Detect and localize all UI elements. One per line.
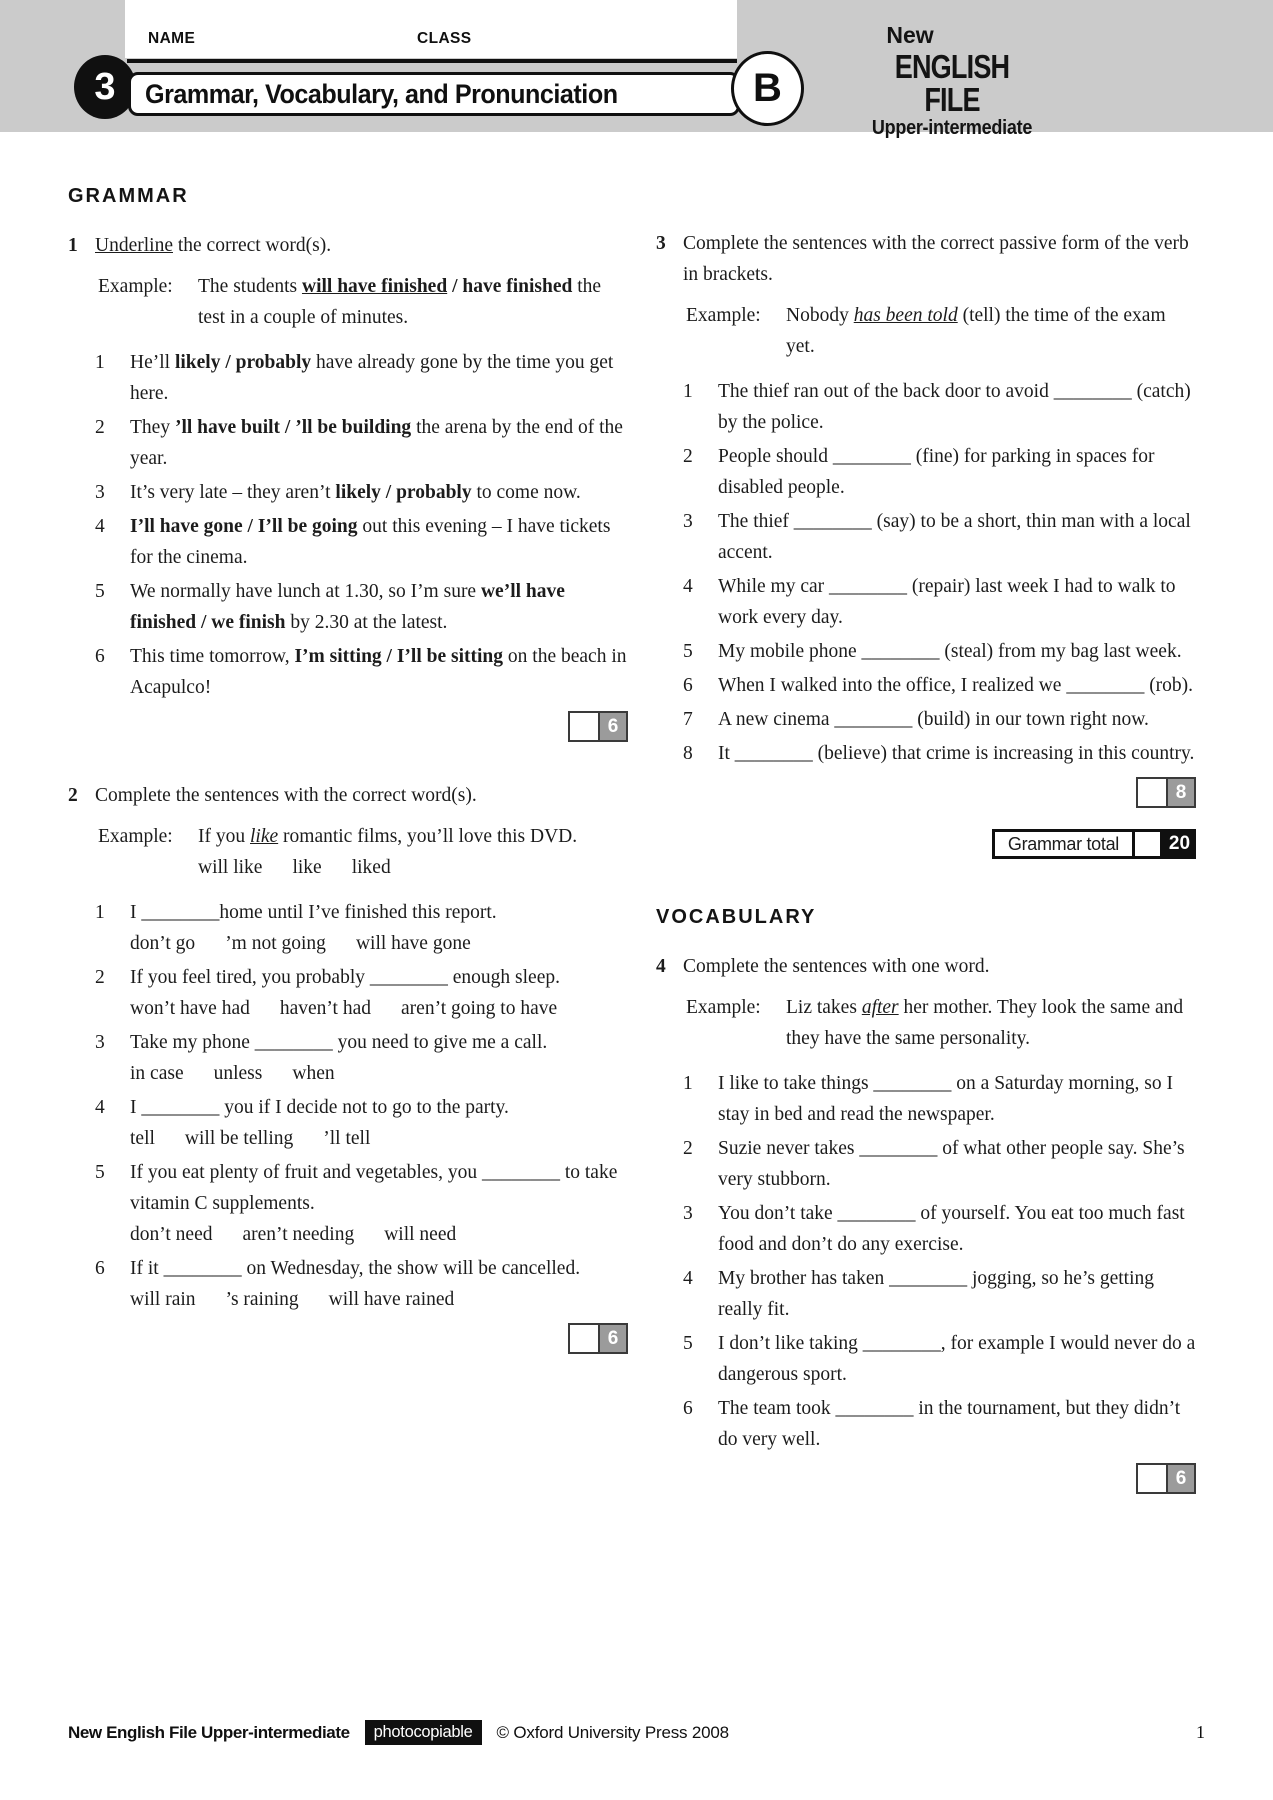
exercise-instruction: Underline the correct word(s).: [95, 235, 332, 256]
exercise-number: 1: [68, 235, 78, 256]
item-row: [68, 897, 628, 959]
item-options: [130, 1284, 628, 1315]
item-number: 2: [95, 967, 105, 988]
item-number: 4: [95, 1097, 105, 1118]
item-text: It ________ (believe) that crime is increasing in this country.: [718, 743, 1195, 764]
exercise-4: [656, 951, 1196, 1494]
item-number: 2: [683, 446, 693, 467]
example-label: Example:: [98, 826, 173, 847]
option: don’t go: [130, 933, 196, 954]
exercise-1: [68, 230, 628, 742]
copyright-text: © Oxford University Press 2008: [496, 1722, 729, 1742]
test-title-bar: [128, 72, 740, 116]
example-row: [98, 271, 628, 333]
item-number: 3: [95, 482, 105, 503]
item-number: 3: [95, 1032, 105, 1053]
score-box: [1136, 777, 1196, 808]
option: haven’t had: [279, 998, 372, 1019]
option: will have gone: [355, 933, 471, 954]
score-blank-cell: [570, 713, 598, 740]
brand-logo: [852, 24, 1052, 138]
item-text: You don’t take ________ of yourself. You eat too much fast food and don’t do any exercise.: [718, 1203, 1185, 1255]
score-box: [1136, 1463, 1196, 1494]
name-label: NAME: [148, 30, 196, 47]
grammar-total: [656, 829, 1196, 859]
option: liked: [351, 857, 391, 878]
example-label: Example:: [686, 997, 761, 1018]
item-number: 5: [683, 641, 693, 662]
item-row: [656, 1393, 1196, 1455]
item-row: [68, 1253, 628, 1315]
item-number: 8: [683, 743, 693, 764]
item-row: [68, 412, 628, 474]
item-text: My mobile phone ________ (steal) from my bag last week.: [718, 641, 1182, 662]
option: ’m not going: [225, 933, 326, 954]
footer-book-title: New English File Upper-intermediate: [68, 1722, 350, 1742]
example-text: Nobody has been told (tell) the time of the exam yet.: [786, 305, 1166, 357]
item-number: 5: [95, 581, 105, 602]
item-number: 1: [95, 902, 105, 923]
score-max-cell: 8: [1166, 779, 1194, 806]
exercise-3-head: [656, 228, 1196, 290]
name-class-box: [125, 0, 737, 58]
option: tell: [130, 1128, 155, 1149]
item-row: [68, 1092, 628, 1154]
item-text: I ________home until I’ve finished this report.: [130, 902, 497, 923]
item-number: 4: [683, 1268, 693, 1289]
test-version-badge: B: [731, 51, 804, 126]
exercise-3: [656, 228, 1196, 859]
option: don’t need: [130, 1224, 213, 1245]
item-row: [68, 641, 628, 703]
item-row: [656, 670, 1196, 701]
item-row: [68, 511, 628, 573]
item-row: [656, 1328, 1196, 1390]
score-max-cell: 6: [598, 1325, 626, 1352]
grammar-total-label: Grammar total: [992, 829, 1135, 859]
class-label: CLASS: [417, 30, 472, 47]
exercise-instruction: Complete the sentences with one word.: [683, 956, 990, 977]
item-options: [130, 1219, 628, 1250]
test-title: Grammar, Vocabulary, and Pronunciation: [145, 78, 618, 109]
test-number-badge: 3: [74, 55, 136, 119]
item-text: We normally have lunch at 1.30, so I’m sure we’ll have finished / we finish by 2.30 at the latest.: [130, 581, 565, 633]
example-label: Example:: [686, 305, 761, 326]
item-text: My brother has taken ________ jogging, so he’s getting really fit.: [718, 1268, 1154, 1320]
option: will be telling: [184, 1128, 294, 1149]
exercise-instruction: Complete the sentences with the correct passive form of the verb in brackets.: [683, 233, 1189, 285]
option: ’s raining: [225, 1289, 299, 1310]
grammar-total-value-cell: 20: [1163, 829, 1196, 859]
item-row: [656, 636, 1196, 667]
option: in case: [130, 1063, 184, 1084]
brand-new-label: New: [886, 22, 934, 48]
item-row: [656, 1198, 1196, 1260]
exercise-number: 3: [656, 233, 666, 254]
example-sentence: If you like romantic films, you’ll love this DVD.: [198, 826, 578, 847]
example-label: Example:: [98, 276, 173, 297]
item-number: 6: [683, 1398, 693, 1419]
item-text: When I walked into the office, I realized we ________ (rob).: [718, 675, 1194, 696]
item-row: [68, 347, 628, 409]
item-number: 3: [683, 511, 693, 532]
item-text: The thief ran out of the back door to avoid ________ (catch) by the police.: [718, 381, 1191, 433]
item-number: 1: [683, 1073, 693, 1094]
vocabulary-section-title: VOCABULARY: [656, 906, 817, 928]
item-content: [130, 1027, 628, 1089]
item-number: 3: [683, 1203, 693, 1224]
item-text: They ’ll have built / ’ll be building the arena by the end of the year.: [130, 417, 623, 469]
option: won’t have had: [130, 998, 250, 1019]
exercise-4-score: [656, 1463, 1196, 1494]
item-options: [130, 928, 628, 959]
score-blank-cell: [1138, 779, 1166, 806]
item-text: If you feel tired, you probably ________ enough sleep.: [130, 967, 560, 988]
photocopiable-badge: photocopiable: [365, 1720, 482, 1745]
item-content: [130, 1157, 628, 1250]
item-content: [130, 897, 628, 959]
item-text: This time tomorrow, I’m sitting / I’ll be sitting on the beach in Acapulco!: [130, 646, 627, 698]
item-text: A new cinema ________ (build) in our town right now.: [718, 709, 1149, 730]
item-row: [656, 506, 1196, 568]
item-number: 6: [683, 675, 693, 696]
item-row: [656, 738, 1196, 769]
item-text: If you eat plenty of fruit and vegetables, you ________ to take vitamin C supplements.: [130, 1162, 618, 1214]
score-max-cell: 6: [598, 713, 626, 740]
brand-title: ENGLISH FILE: [894, 48, 1010, 118]
score-blank-cell: [570, 1325, 598, 1352]
option: ’ll tell: [323, 1128, 371, 1149]
item-number: 5: [95, 1162, 105, 1183]
score-blank-cell: [1138, 1465, 1166, 1492]
item-row: [656, 1068, 1196, 1130]
item-number: 5: [683, 1333, 693, 1354]
item-text: If it ________ on Wednesday, the show will be cancelled.: [130, 1258, 581, 1279]
example-options: [198, 852, 628, 883]
score-max-cell: 6: [1166, 1465, 1194, 1492]
exercise-1-head: [68, 230, 628, 261]
example-row: [98, 821, 628, 883]
item-text: I ________ you if I decide not to go to the party.: [130, 1097, 509, 1118]
exercise-2: [68, 780, 628, 1354]
item-row: [656, 1133, 1196, 1195]
exercise-2-score: [68, 1323, 628, 1354]
option: unless: [213, 1063, 263, 1084]
option: like: [292, 857, 322, 878]
item-row: [68, 477, 628, 508]
item-row: [68, 1027, 628, 1089]
option: will have rained: [328, 1289, 455, 1310]
main-content: [0, 132, 1273, 1494]
option: will need: [384, 1224, 457, 1245]
item-text: I don’t like taking ________, for example I would never do a dangerous sport.: [718, 1333, 1196, 1385]
exercise-2-head: [68, 780, 628, 811]
exercise-4-items: [656, 1068, 1196, 1455]
item-row: [68, 962, 628, 1024]
item-text: He’ll likely / probably have already gone by the time you get here.: [130, 352, 614, 404]
score-box: [568, 711, 628, 742]
option: when: [292, 1063, 335, 1084]
brand-level: Upper-intermediate: [871, 117, 1033, 139]
grammar-total-blank-cell: [1135, 829, 1163, 859]
exercise-number: 2: [68, 785, 78, 806]
score-box: [568, 1323, 628, 1354]
example-row: [686, 992, 1196, 1054]
item-text: Suzie never takes ________ of what other people say. She’s very stubborn.: [718, 1138, 1185, 1190]
item-row: [656, 1263, 1196, 1325]
exercise-2-items: [68, 897, 628, 1315]
item-row: [656, 704, 1196, 735]
example-text: The students will have finished / have finished the test in a couple of minutes.: [198, 276, 602, 328]
example-text: [198, 821, 628, 883]
left-column: [68, 132, 628, 1494]
item-content: [130, 1253, 628, 1315]
item-number: 4: [95, 516, 105, 537]
example-row: [686, 300, 1196, 362]
option: will like: [198, 857, 263, 878]
option: aren’t going to have: [401, 998, 558, 1019]
item-text: I like to take things ________ on a Saturday morning, so I stay in bed and read the newspaper.: [718, 1073, 1173, 1125]
exercise-number: 4: [656, 956, 666, 977]
exercise-1-items: [68, 347, 628, 703]
item-number: 6: [95, 1258, 105, 1279]
exercise-1-score: [68, 711, 628, 742]
item-number: 4: [683, 576, 693, 597]
page-header: [0, 0, 1273, 139]
option: aren’t needing: [242, 1224, 355, 1245]
item-number: 1: [95, 352, 105, 373]
item-row: [68, 576, 628, 638]
item-row: [68, 1157, 628, 1250]
option: will rain: [130, 1289, 196, 1310]
item-options: [130, 1123, 628, 1154]
item-options: [130, 1058, 628, 1089]
item-row: [656, 376, 1196, 438]
item-content: [130, 1092, 628, 1154]
item-number: 1: [683, 381, 693, 402]
example-text: Liz takes after her mother. They look the same and they have the same personality.: [786, 997, 1184, 1049]
item-text: People should ________ (fine) for parking in spaces for disabled people.: [718, 446, 1155, 498]
exercise-3-items: [656, 376, 1196, 769]
item-number: 7: [683, 709, 693, 730]
item-number: 6: [95, 646, 105, 667]
right-column: [656, 132, 1196, 1494]
item-number: 2: [95, 417, 105, 438]
name-class-underline: [127, 59, 737, 63]
exercise-instruction: Complete the sentences with the correct word(s).: [95, 785, 477, 806]
item-text: I’ll have gone / I’ll be going out this evening – I have tickets for the cinema.: [130, 516, 611, 568]
item-text: Take my phone ________ you need to give me a call.: [130, 1032, 548, 1053]
item-number: 2: [683, 1138, 693, 1159]
grammar-section-title: GRAMMAR: [68, 185, 189, 207]
item-content: [130, 962, 628, 1024]
item-text: The team took ________ in the tournament, but they didn’t do very well.: [718, 1398, 1181, 1450]
item-row: [656, 441, 1196, 503]
item-text: While my car ________ (repair) last week I had to walk to work every day.: [718, 576, 1176, 628]
exercise-3-score: [656, 777, 1196, 808]
page-footer: [68, 1720, 1205, 1745]
item-options: [130, 993, 628, 1024]
item-text: The thief ________ (say) to be a short, thin man with a local accent.: [718, 511, 1191, 563]
item-row: [656, 571, 1196, 633]
item-text: It’s very late – they aren’t likely / probably to come now.: [130, 482, 581, 503]
page-number: 1: [1196, 1722, 1205, 1742]
exercise-4-head: [656, 951, 1196, 982]
